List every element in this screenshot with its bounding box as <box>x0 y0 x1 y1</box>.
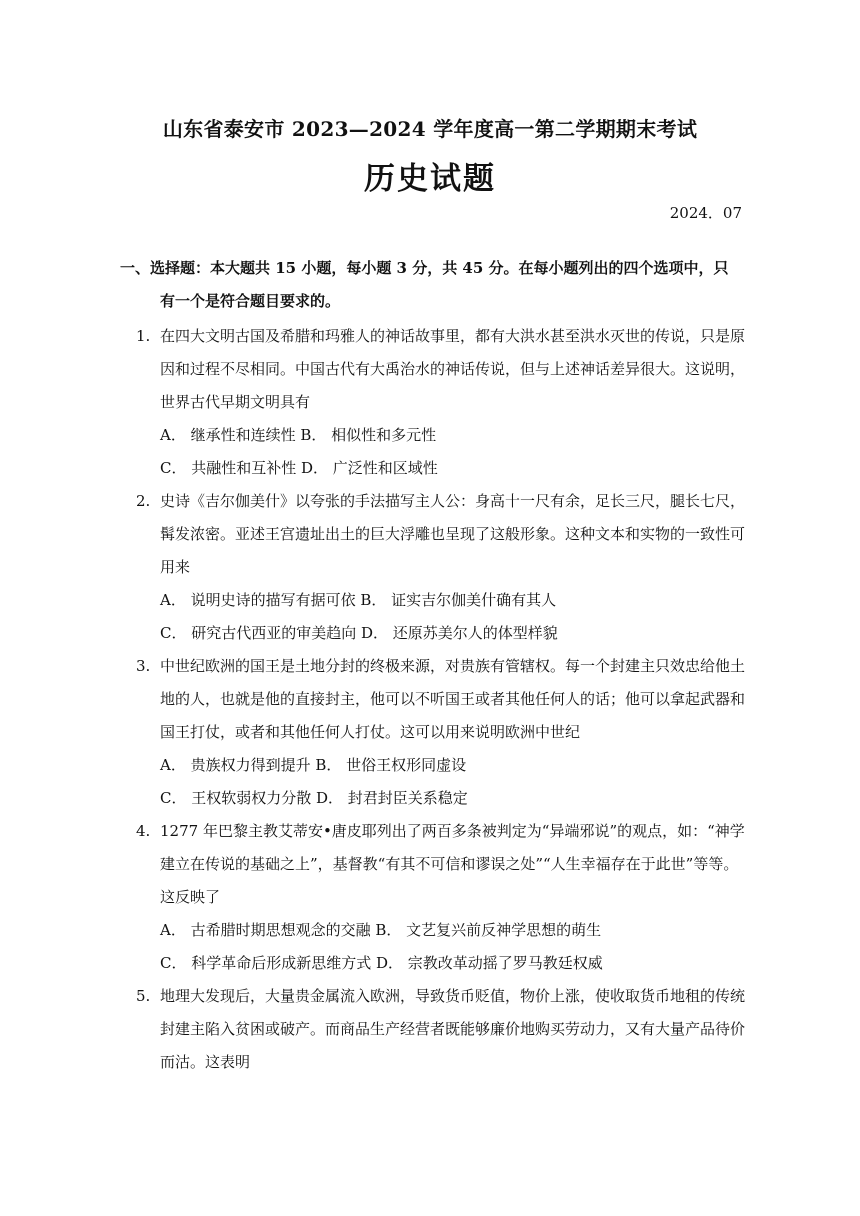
subject-title: 历史试题 <box>364 161 496 197</box>
question-1 <box>136 320 748 485</box>
question-number: 1. <box>136 327 151 345</box>
question-2 <box>136 485 748 650</box>
option-row-ab: A． 古希腊时期思想观念的交融 B． 文艺复兴前反神学思想的萌生 <box>160 921 602 939</box>
section-heading-line2: 有一个是符合题目要求的。 <box>160 292 341 310</box>
exam-date: 2024．07 <box>669 204 742 222</box>
question-number: 3. <box>136 657 151 675</box>
section-heading-line1: 一、选择题：本大题共 15 小题，每小题 3 分，共 45 分。在每小题列出的四个选项中，只 <box>120 259 729 277</box>
option-row-cd: C． 王权软弱权力分散 D． 封君封臣关系稳定 <box>160 789 468 807</box>
question-number: 4. <box>136 822 151 840</box>
option-row-cd: C． 科学革命后形成新思维方式 D． 宗教改革动摇了罗马教廷权威 <box>160 954 603 972</box>
option-row-cd: C． 共融性和互补性 D． 广泛性和区域性 <box>160 459 438 477</box>
exam-title: 山东省泰安市 2023—2024 学年度高一第二学期期末考试 <box>162 117 698 141</box>
question-stem: 在四大文明古国及希腊和玛雅人的神话故事里，都有大洪水甚至洪水灭世的传说，只是原因和过程不尽相同。中国古代有大禹治水的神话传说，但与上述神话差异很大。这说明，世界古代早期文明具有 <box>160 327 746 411</box>
question-stem: 地理大发现后，大量贵金属流入欧洲，导致货币贬值，物价上涨，使收取货币地租的传统封建主陷入贫困或破产。而商品生产经营者既能够廉价地购买劳动力，又有大量产品待价而沽。这表明 <box>160 987 746 1071</box>
question-list <box>136 320 748 1079</box>
question-3 <box>136 650 748 815</box>
question-stem: 1277 年巴黎主教艾蒂安•唐皮耶列出了两百多条被判定为“异端邪说”的观点，如：“神学建立在传说的基础之上”，基督教“有其不可信和谬误之处”“人生幸福存在于此世”等等。这反映了 <box>160 822 745 906</box>
section-heading <box>120 252 740 318</box>
option-row-ab: A． 继承性和连续性 B． 相似性和多元性 <box>160 426 437 444</box>
option-row-ab: A． 贵族权力得到提升 B． 世俗王权形同虚设 <box>160 756 467 774</box>
option-row-ab: A． 说明史诗的描写有据可依 B． 证实吉尔伽美什确有其人 <box>160 591 557 609</box>
question-number: 5. <box>136 987 151 1005</box>
question-4 <box>136 815 748 980</box>
question-number: 2. <box>136 492 151 510</box>
question-stem: 史诗《吉尔伽美什》以夸张的手法描写主人公：身高十一尺有余，足长三尺，腿长七尺，髯发浓密。亚述王宫遗址出土的巨大浮雕也呈现了这般形象。这种文本和实物的一致性可用来 <box>160 492 746 576</box>
option-row-cd: C． 研究古代西亚的审美趋向 D． 还原苏美尔人的体型样貌 <box>160 624 558 642</box>
question-stem: 中世纪欧洲的国王是土地分封的终极来源，对贵族有管辖权。每一个封建主只效忠给他土地的人，也就是他的直接封主，他可以不听国王或者其他任何人的话；他可以拿起武器和国王打仗，或者和其他任何人打仗。这可以用来说明欧洲中世纪 <box>160 657 746 741</box>
question-5 <box>136 980 748 1079</box>
